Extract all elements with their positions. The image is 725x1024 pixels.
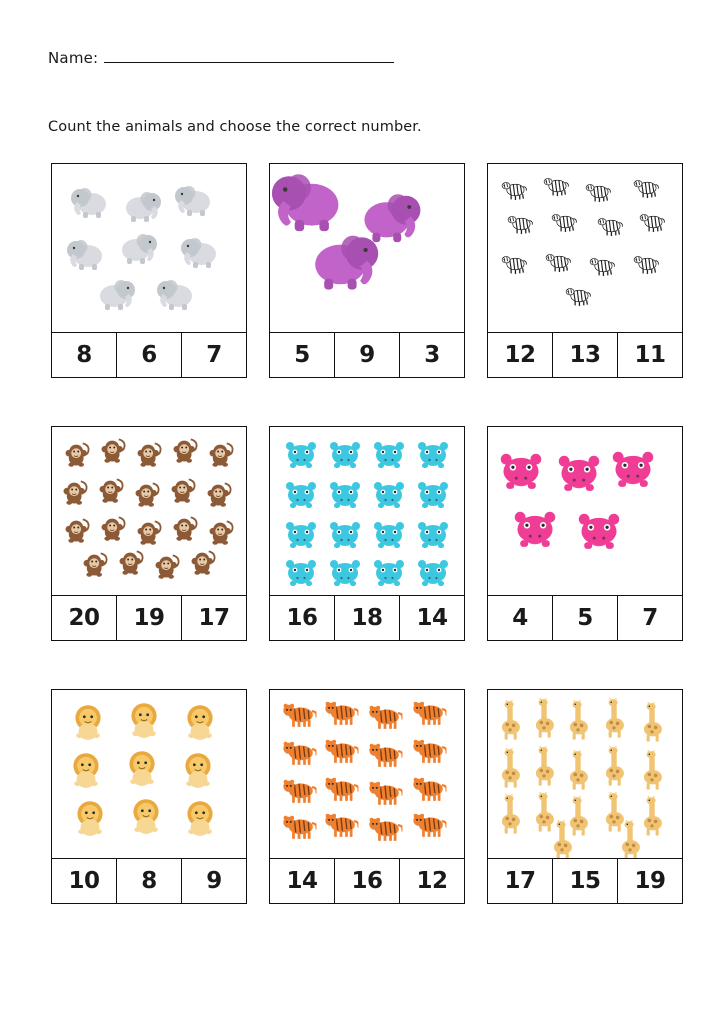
animal-sprite-zebra (585, 182, 611, 202)
animal-sprite-tiger (282, 777, 317, 803)
answer-option[interactable]: 12 (488, 333, 553, 377)
animal-picture-box (51, 426, 247, 596)
animal-sprite-tiger (368, 741, 403, 767)
animal-sprite-tiger (412, 775, 447, 801)
answer-options-row (51, 596, 247, 641)
animal-sprite-zebra (507, 214, 533, 234)
animal-sprite-elephant-grey (156, 276, 196, 310)
animal-sprite-monkey (169, 476, 197, 504)
animal-sprite-hippo-blue (416, 439, 450, 469)
animal-sprite-hippo-blue (372, 519, 406, 549)
animal-sprite-hippo-pink (512, 508, 558, 549)
animal-sprite-hippo-pink (498, 450, 544, 491)
answer-option[interactable]: 20 (52, 596, 117, 640)
animal-sprite-zebra (633, 178, 659, 198)
animal-sprite-elephant-grey (122, 188, 162, 222)
animal-sprite-tiger (282, 813, 317, 839)
card-tigers (269, 689, 465, 904)
animal-sprite-giraffe (531, 746, 556, 786)
animal-sprite-hippo-blue (416, 479, 450, 509)
animal-sprite-monkey (117, 548, 145, 576)
instructions-text: Count the animals and choose the correct number. (48, 119, 422, 135)
animal-sprite-zebra (545, 252, 571, 272)
card-giraffes (487, 689, 683, 904)
card-monkeys (51, 426, 247, 641)
animal-picture-box (487, 689, 683, 859)
animal-picture-box (269, 426, 465, 596)
answer-option[interactable]: 13 (553, 333, 618, 377)
animal-sprite-monkey (99, 514, 127, 542)
answer-option[interactable]: 17 (488, 859, 553, 903)
animal-sprite-giraffe (639, 702, 664, 742)
animal-sprite-elephant-purple (270, 167, 346, 232)
animal-sprite-monkey (207, 440, 235, 468)
animal-sprite-elephant-grey (174, 182, 214, 216)
animal-sprite-hippo-blue (284, 557, 318, 587)
animal-picture-box (269, 163, 465, 333)
animal-sprite-monkey (135, 518, 163, 546)
animal-sprite-giraffe (601, 698, 626, 738)
animal-sprite-hippo-blue (328, 479, 362, 509)
answer-option[interactable]: 12 (416, 868, 448, 894)
animal-sprite-monkey (97, 476, 125, 504)
card-lions (51, 689, 247, 904)
answer-option[interactable]: 18 (335, 596, 400, 640)
animal-sprite-tiger (282, 701, 317, 727)
cards-grid (51, 163, 681, 904)
animal-sprite-hippo-blue (372, 439, 406, 469)
answer-options-row (51, 859, 247, 904)
animal-sprite-giraffe (565, 750, 590, 790)
answer-option[interactable]: 10 (52, 859, 117, 903)
animal-sprite-monkey (207, 518, 235, 546)
answer-option[interactable]: 17 (198, 605, 230, 631)
answer-option[interactable]: 15 (553, 859, 618, 903)
animal-picture-box (269, 689, 465, 859)
animal-sprite-elephant-grey (96, 276, 136, 310)
card-elephants-grey (51, 163, 247, 378)
animal-sprite-monkey (61, 478, 89, 506)
answer-option[interactable]: 4 (488, 596, 553, 640)
animal-sprite-tiger (324, 775, 359, 801)
answer-option[interactable]: 9 (206, 868, 222, 894)
answer-option[interactable]: 16 (335, 859, 400, 903)
animal-sprite-tiger (412, 699, 447, 725)
animal-sprite-tiger (324, 811, 359, 837)
animal-sprite-giraffe (639, 750, 664, 790)
animal-sprite-monkey (63, 440, 91, 468)
answer-option[interactable]: 8 (117, 859, 182, 903)
animal-sprite-tiger (368, 779, 403, 805)
animal-sprite-monkey (133, 480, 161, 508)
answer-option[interactable]: 11 (634, 342, 666, 368)
animal-sprite-tiger (368, 703, 403, 729)
animal-sprite-hippo-pink (576, 510, 622, 551)
card-zebras (487, 163, 683, 378)
answer-option[interactable]: 19 (117, 596, 182, 640)
animal-sprite-lion (181, 703, 219, 741)
animal-sprite-hippo-blue (284, 439, 318, 469)
animal-sprite-tiger (282, 739, 317, 765)
animal-sprite-hippo-blue (284, 519, 318, 549)
animal-sprite-elephant-grey (118, 230, 158, 264)
animal-sprite-tiger (368, 815, 403, 841)
card-hippos-blue (269, 426, 465, 641)
animal-sprite-monkey (81, 550, 109, 578)
animal-sprite-zebra (589, 256, 615, 276)
answer-options-row (51, 333, 247, 378)
animal-sprite-monkey (99, 436, 127, 464)
animal-sprite-hippo-blue (372, 557, 406, 587)
animal-sprite-hippo-blue (328, 557, 362, 587)
name-input-line[interactable] (104, 48, 394, 63)
animal-sprite-giraffe (549, 820, 574, 859)
animal-sprite-lion (67, 751, 105, 789)
animal-sprite-zebra (543, 176, 569, 196)
animal-sprite-elephant-grey (180, 234, 220, 268)
animal-sprite-monkey (153, 552, 181, 580)
animal-sprite-lion (125, 701, 163, 739)
animal-sprite-elephant-grey (70, 184, 110, 218)
animal-sprite-lion (69, 703, 107, 741)
animal-sprite-lion (179, 751, 217, 789)
answer-options-row (269, 596, 465, 641)
animal-sprite-giraffe (639, 796, 664, 836)
answer-option[interactable]: 16 (270, 596, 335, 640)
animal-picture-box (487, 426, 683, 596)
animal-sprite-hippo-pink (556, 452, 602, 493)
animal-picture-box (51, 689, 247, 859)
animal-sprite-tiger (324, 699, 359, 725)
animal-sprite-monkey (135, 440, 163, 468)
answer-option[interactable]: 14 (270, 859, 335, 903)
animal-sprite-giraffe (565, 700, 590, 740)
animal-sprite-zebra (551, 212, 577, 232)
animal-sprite-zebra (639, 212, 665, 232)
animal-sprite-elephant-grey (66, 236, 106, 270)
animal-picture-box (487, 163, 683, 333)
answer-option[interactable]: 5 (270, 333, 335, 377)
animal-sprite-elephant-purple (308, 228, 380, 289)
answer-option[interactable]: 5 (553, 596, 618, 640)
animal-sprite-zebra (633, 254, 659, 274)
answer-option[interactable]: 7 (206, 342, 222, 368)
animal-sprite-hippo-pink (610, 448, 656, 489)
animal-sprite-tiger (412, 811, 447, 837)
animal-sprite-monkey (63, 516, 91, 544)
animal-sprite-monkey (171, 436, 199, 464)
card-hippos-pink (487, 426, 683, 641)
animal-sprite-hippo-blue (416, 519, 450, 549)
animal-picture-box (51, 163, 247, 333)
animal-sprite-giraffe (531, 698, 556, 738)
animal-sprite-monkey (171, 514, 199, 542)
answer-options-row (487, 859, 683, 904)
card-elephants-purple (269, 163, 465, 378)
animal-sprite-giraffe (601, 746, 626, 786)
animal-sprite-lion (181, 799, 219, 837)
animal-sprite-tiger (324, 737, 359, 763)
answer-option[interactable]: 9 (335, 333, 400, 377)
animal-sprite-lion (127, 797, 165, 835)
answer-option[interactable]: 14 (416, 605, 448, 631)
animal-sprite-giraffe (497, 700, 522, 740)
animal-sprite-lion (123, 749, 161, 787)
animal-sprite-hippo-blue (416, 557, 450, 587)
animal-sprite-hippo-blue (328, 439, 362, 469)
animal-sprite-lion (71, 799, 109, 837)
animal-sprite-giraffe (497, 748, 522, 788)
animal-sprite-hippo-blue (284, 479, 318, 509)
name-label: Name: (48, 49, 99, 67)
answer-option[interactable]: 19 (634, 868, 666, 894)
answer-option[interactable]: 3 (424, 342, 440, 368)
animal-sprite-giraffe (497, 794, 522, 834)
animal-sprite-zebra (501, 254, 527, 274)
animal-sprite-zebra (501, 180, 527, 200)
animal-sprite-hippo-blue (328, 519, 362, 549)
answer-option[interactable]: 7 (642, 605, 658, 631)
answer-options-row (269, 859, 465, 904)
answer-option[interactable]: 6 (117, 333, 182, 377)
animal-sprite-zebra (565, 286, 591, 306)
answer-options-row (487, 596, 683, 641)
name-row (48, 48, 685, 67)
animal-sprite-monkey (205, 480, 233, 508)
animal-sprite-giraffe (617, 820, 642, 859)
animal-sprite-tiger (412, 737, 447, 763)
animal-sprite-monkey (189, 548, 217, 576)
answer-option[interactable]: 8 (52, 333, 117, 377)
animal-sprite-zebra (597, 216, 623, 236)
animal-sprite-hippo-blue (372, 479, 406, 509)
answer-options-row (269, 333, 465, 378)
answer-options-row (487, 333, 683, 378)
